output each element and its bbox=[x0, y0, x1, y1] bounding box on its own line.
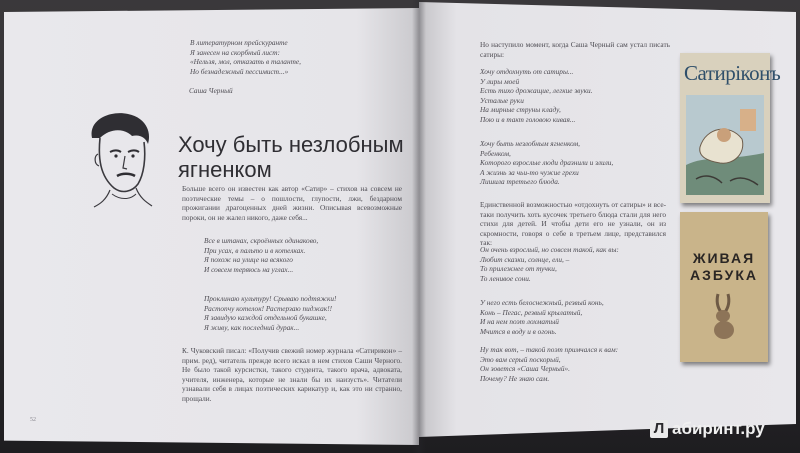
zhivaya-azbuka-title bbox=[682, 250, 766, 284]
chukovsky-paragraph: К. Чуковский писал: «Получив свежий номер журнала «Сатирикон» – прим. ред), читатель прежде всего искал в нем стихов Саши Черного. Не было такой курсистки, такого студента, такого врача, адвоката, учителя, инженера, которые не знали бы их наизусть». Читатели узнавали себя в лицах поэтических карикатур и, как это ни странно, прощали. bbox=[182, 346, 402, 403]
labirint-watermark bbox=[650, 418, 765, 440]
epigraph: В литературном прейскуранте Я занесен на скорбный лист: «Нельзя, мол, отказать в таланте, Но безнадежный пессимист...» bbox=[190, 38, 301, 76]
satirikon-cover-illustration bbox=[686, 95, 764, 195]
labirint-logo-icon: Л bbox=[650, 420, 668, 438]
intro-paragraph: Больше всего он известен как автор «Сатир» – стихов на совсем не поэтические темы – о пошлости, глупости, лжи, бездарном прожигании драгоценных дней жизни. Описывая всевозможные пороки, он не жалел никого, даже себя... bbox=[182, 184, 402, 222]
satirikon-cover bbox=[680, 53, 781, 203]
right-poem-4: У него есть белоснежный, резвый конь, Конь – Пегас, резвый крылатый, И на нем поэт лохматый Мчится в воду и в огонь. bbox=[480, 298, 604, 336]
portrait-sketch bbox=[70, 108, 165, 208]
book-gutter bbox=[412, 0, 426, 453]
right-poem-2: Хочу быть незлобным ягненком, Ребенком, Которого взрослые люди дразнили и злили, А жизнь за чьи-то чужие грехи Лишила третьего блюда. bbox=[480, 139, 614, 187]
right-poem-3: Он очень взрослый, но совсем такой, как вы: Любит сказки, солнце, ели, – То прилежнее от тучки, То ленивое сони. bbox=[480, 245, 619, 283]
labirint-watermark-text: абиринт.ру bbox=[672, 419, 765, 438]
zhivaya-azbuka-cover bbox=[680, 212, 768, 362]
epigraph-author: Саша Черный bbox=[189, 86, 233, 95]
chapter-title: Хочу быть незлобным ягненком bbox=[178, 132, 404, 182]
right-intro: Но наступило момент, когда Саша Черный сам устал писать сатиры: bbox=[480, 40, 670, 59]
page-number: 52 bbox=[30, 417, 36, 423]
right-paragraph: Единственной возможностью «отдохнуть от сатиры» и все-таки получить хоть кусочек третьего блюда стали для него стихи для детей. И чтобы дети его не узнали, он из скромности, говоря о себе в третьем лице, представился так: bbox=[480, 200, 666, 248]
cover2-title-text: ЖИВАЯ АЗБУКА bbox=[690, 250, 758, 283]
hare-illustration bbox=[704, 290, 744, 340]
poem-stanza-1: Все в штанах, скроённых одинаково, При усах, в пальто и в котелках. Я похож на улице на всякого И совсем теряюсь на углах... bbox=[204, 236, 319, 274]
right-poem-1: Хочу отдохнуть от сатиры... У лиры моей Есть тихо дрожащие, легкие звуки. Усталые руки На мирные струны кладу, Пою и в такт головою кивая... bbox=[480, 67, 593, 124]
right-poem-5: Ну так вот, – такой поэт примчался к вам: Это вам серый поскорый, Он зовется «Саша Черный». Почему? Не знаю сам. bbox=[480, 345, 619, 383]
poem-stanza-2: Проклинаю культуру! Срываю подтяжки! Растопчу котелок! Растерзаю пиджак!! Я завидую каждой отдельной букашке, Я живу, как последний дурак... bbox=[204, 294, 337, 332]
satirikon-cover-title: Сатиріконъ bbox=[684, 61, 781, 85]
